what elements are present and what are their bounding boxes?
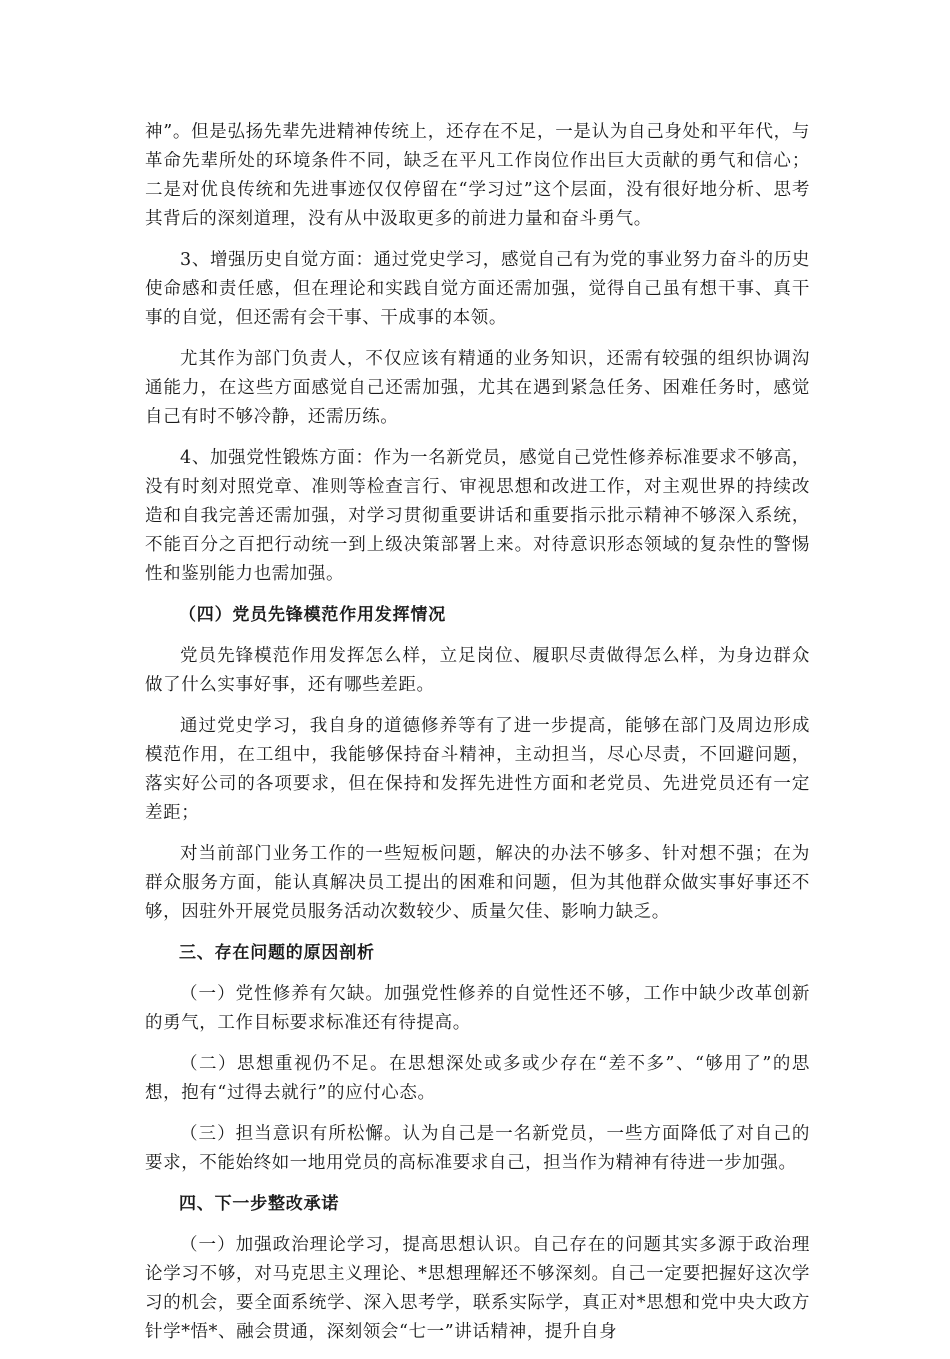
paragraph-continuation: 神”。但是弘扬先辈先进精神传统上，还存在不足，一是认为自己身处和平年代，与革命先辈所处的环境条件不同，缺乏在平凡工作岗位作出巨大贡献的勇气和信心；二是对优良传统和先进事迹仅仅停留在“学习过”这个层面，没有很好地分析、思考其背后的深刻道理，没有从中汲取更多的前进力量和奋斗勇气。	[145, 122, 810, 229]
paragraph-history-awareness: 3、增强历史自觉方面：通过党史学习，感觉自己有为党的事业努力奋斗的历史使命感和责任感，但在理论和实践自觉方面还需加强，觉得自己虽有想干事、真干事的自觉，但还需有会干事、干成事的本领。	[145, 250, 810, 328]
paragraph-vanguard-question: 党员先锋模范作用发挥怎么样，立足岗位、履职尽责做得怎么样，为身边群众做了什么实事好事，还有哪些差距。	[145, 646, 810, 695]
paragraph-vanguard-shortcomings: 对当前部门业务工作的一些短板问题，解决的办法不够多、针对想不强；在为群众服务方面，能认真解决员工提出的困难和问题，但为其他群众做实事好事还不够，因驻外开展党员服务活动次数较少、质量欠佳、影响力缺乏。	[145, 844, 810, 922]
paragraph-cause-1: （一）党性修养有欠缺。加强党性修养的自觉性还不够，工作中缺少改革创新的勇气，工作目标要求标准还有待提高。	[145, 984, 810, 1033]
paragraph-rectification-1: （一）加强政治理论学习，提高思想认识。自己存在的问题其实多源于政治理论学习不够，对马克思主义理论、*思想理解还不够深刻。自己一定要把握好这次学习的机会，要全面系统学、深入思考学，联系实际学，真正对*思想和党中央大政方针学*悟*、融会贯通，深刻领会“七一”讲话精神，提升自身	[145, 1235, 810, 1342]
paragraph-department-head: 尤其作为部门负责人，不仅应该有精通的业务知识，还需有较强的组织协调沟通能力，在这些方面感觉自己还需加强，尤其在遇到紧急任务、困难任务时，感觉自己有时不够冷静，还需历练。	[145, 349, 810, 427]
heading-rectification: 四、下一步整改承诺	[179, 1194, 340, 1214]
paragraph-party-spirit: 4、加强党性锻炼方面：作为一名新党员，感觉自己党性修养标准要求不够高，没有时刻对照党章、准则等检查言行、审视思想和改进工作，对主观世界的持续改造和自我完善还需加强，对学习贯彻重要讲话和重要指示批示精神不够深入系统，不能百分之百把行动统一到上级决策部署上来。对待意识形态领域的复杂性的警惕性和鉴别能力也需加强。	[145, 448, 810, 584]
heading-cause-analysis: 三、存在问题的原因剖析	[179, 943, 375, 963]
paragraph-cause-2: （二）思想重视仍不足。在思想深处或多或少存在“差不多”、“够用了”的思想，抱有“过得去就行”的应付心态。	[145, 1054, 810, 1103]
paragraph-cause-3: （三）担当意识有所松懈。认为自己是一名新党员，一些方面降低了对自己的要求，不能始终如一地用党员的高标准要求自己，担当作为精神有待进一步加强。	[145, 1124, 810, 1173]
document-page	[145, 118, 810, 1359]
paragraph-vanguard-self: 通过党史学习，我自身的道德修养等有了进一步提高，能够在部门及周边形成模范作用，在工组中，我能够保持奋斗精神，主动担当，尽心尽责，不回避问题，落实好公司的各项要求，但在保持和发挥先进性方面和老党员、先进党员还有一定差距；	[145, 716, 810, 823]
heading-vanguard-role: （四）党员先锋模范作用发挥情况	[179, 605, 446, 625]
